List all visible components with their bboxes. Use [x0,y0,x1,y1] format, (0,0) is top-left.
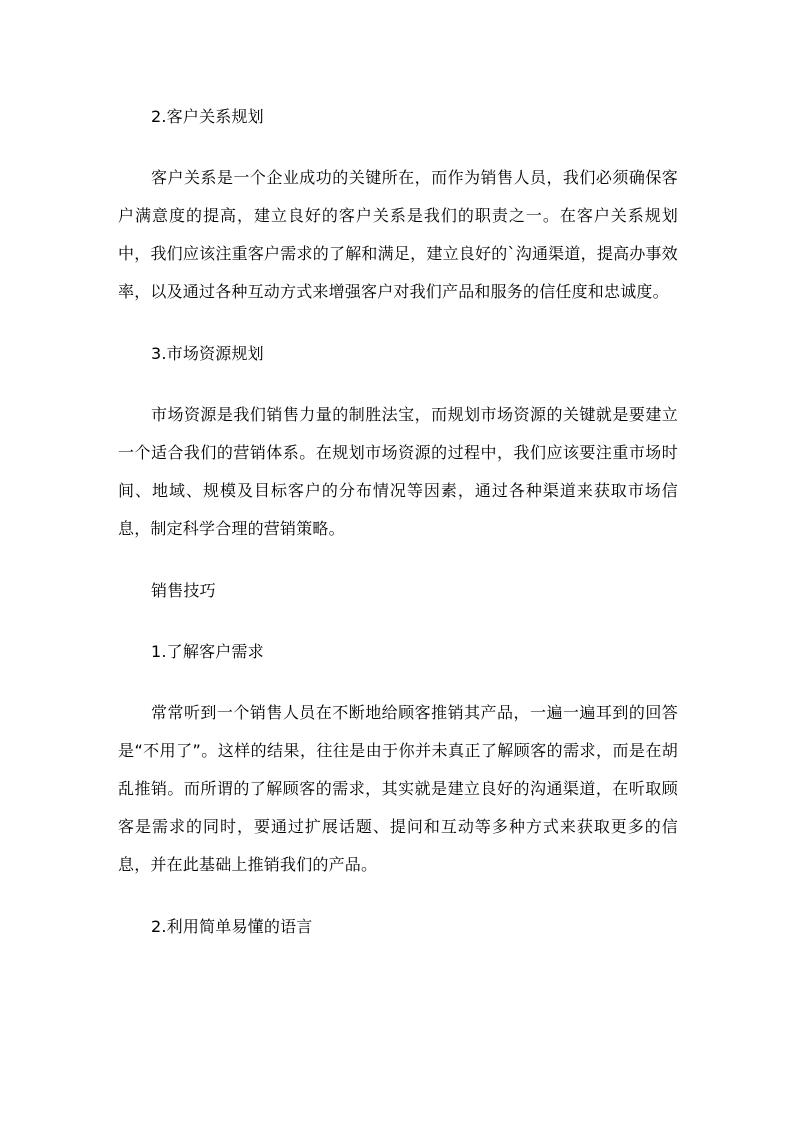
subsection-heading-understand-needs: 1.了解客户需求 [151,642,264,661]
subsection-heading-simple-language: 2.利用简单易懂的语言 [151,917,313,936]
document-content [118,98,678,946]
section-heading-market-resources: 3.市场资源规划 [151,344,264,363]
understand-needs-paragraph: 常常听到一个销售人员在不断地给顾客推销其产品，一遍一遍耳到的回答是“不用了”。这样的结果，往往是由于你并未真正了解顾客的需求，而是在胡乱推销。而所谓的了解顾客的需求，其实就是建立良好的沟通渠道，在听取顾客是需求的同时，要通过扩展话题、提问和互动等多种方式来获取更多的信息，并在此基础上推销我们的产品。 [118,703,678,874]
market-resources-paragraph: 市场资源是我们销售力量的制胜法宝，而规划市场资源的关键就是要建立一个适合我们的营销体系。在规划市场资源的过程中，我们应该要注重市场时间、地域、规模及目标客户的分布情况等因素，通过各种渠道来获取市场信息，制定科学合理的营销策略。 [118,405,678,538]
customer-relations-paragraph: 客户关系是一个企业成功的关键所在，而作为销售人员，我们必须确保客户满意度的提高，建立良好的客户关系是我们的职责之一。在客户关系规划中，我们应该注重客户需求的了解和满足，建立良好的`沟通渠道，提高办事效率，以及通过各种互动方式来增强客户对我们产品和服务的信任度和忠诚度。 [118,168,678,301]
section-heading-sales-skills: 销售技巧 [151,581,216,600]
section-heading-customer-relations: 2.客户关系规划 [151,107,264,126]
